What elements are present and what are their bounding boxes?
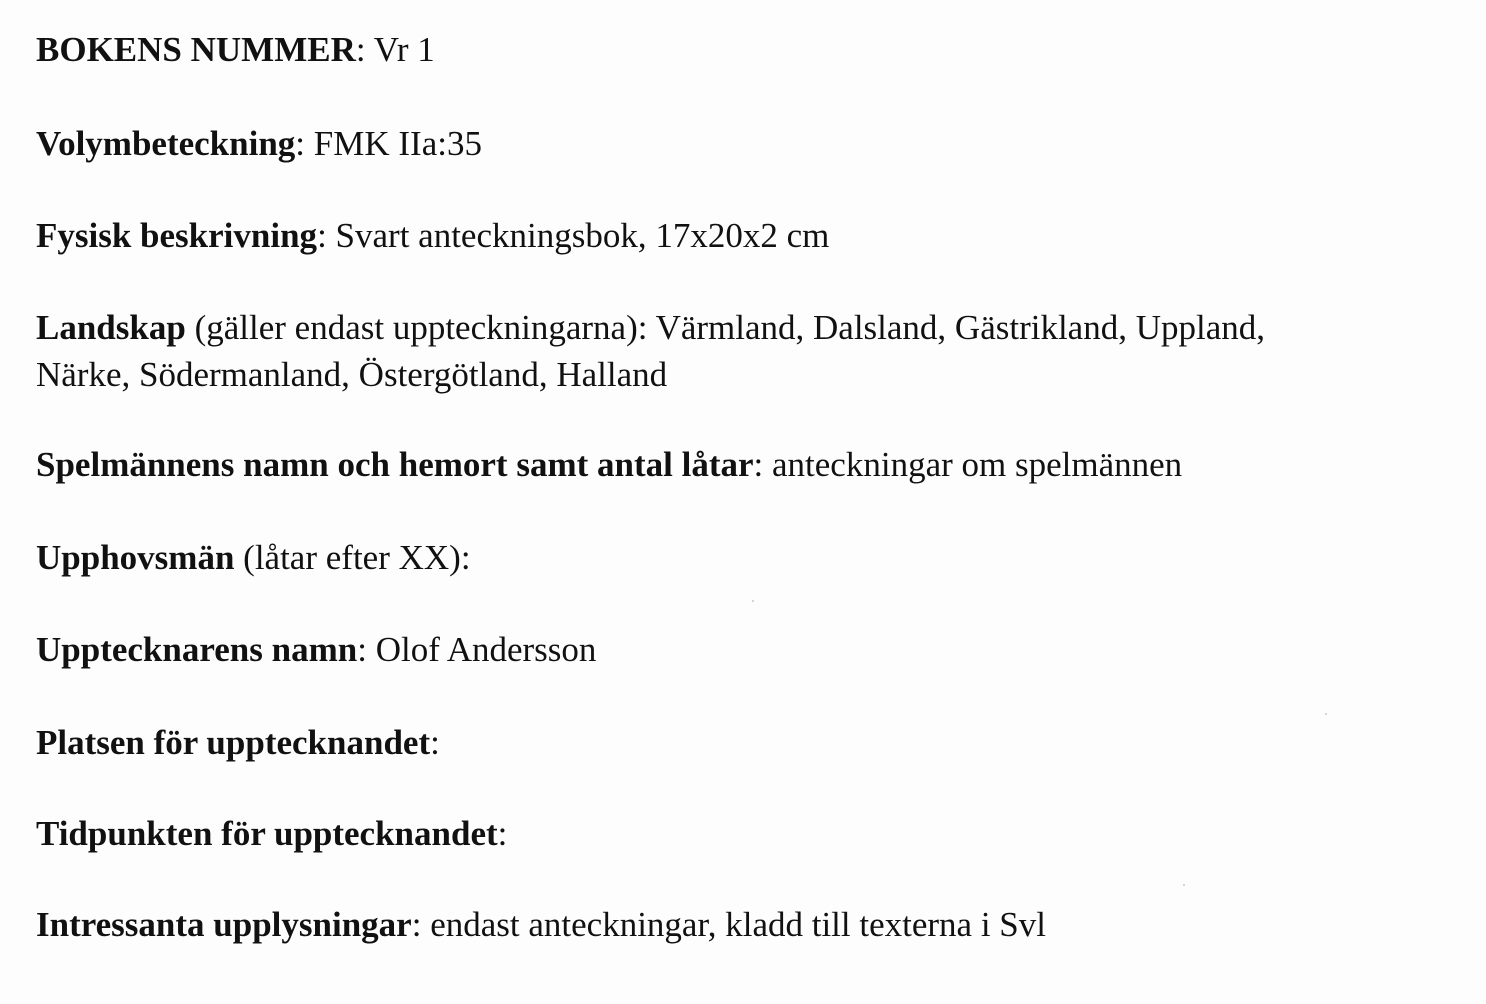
field-label: Volymbeteckning xyxy=(36,124,296,163)
field-label: Landskap xyxy=(36,308,186,347)
field-fysisk-beskrivning: Fysisk beskrivning: Svart anteckningsbok, 17x20x2 cm xyxy=(36,216,830,255)
field-upphovsman: Upphovsmän (låtar efter XX): xyxy=(36,538,471,577)
field-value: Värmland, Dalsland, Gästrikland, Uppland, xyxy=(655,308,1266,347)
field-value: anteckningar om spelmännen xyxy=(772,445,1183,484)
field-qualifier: (gäller endast uppteckningarna) xyxy=(194,308,638,347)
scan-speck xyxy=(752,600,754,602)
field-spelmannens-namn: Spelmännens namn och hemort samt antal låtar: anteckningar om spelmännen xyxy=(36,445,1183,484)
field-label: Upphovsmän xyxy=(36,538,235,577)
field-landskap-continued xyxy=(36,352,1456,398)
field-label: Upptecknarens namn xyxy=(36,630,358,669)
field-label: Platsen för upptecknandet xyxy=(36,723,431,762)
field-value: FMK IIa:35 xyxy=(313,124,482,163)
field-value: Olof Andersson xyxy=(375,630,597,669)
field-label: Intressanta upplysningar xyxy=(36,905,412,944)
field-label: Fysisk beskrivning xyxy=(36,216,318,255)
field-upptecknarens-namn: Upptecknarens namn: Olof Andersson xyxy=(36,630,597,669)
field-value: Vr 1 xyxy=(373,30,435,69)
field-platsen: Platsen för upptecknandet: xyxy=(36,723,440,762)
field-value: endast anteckningar, kladd till texterna i Svl xyxy=(430,905,1046,944)
scan-speck xyxy=(1325,713,1327,715)
scan-speck xyxy=(1183,884,1185,886)
field-value-line2: Närke, Södermanland, Östergötland, Halland xyxy=(36,355,668,394)
field-label: Tidpunkten för upptecknandet xyxy=(36,814,498,853)
field-volymbeteckning: Volymbeteckning: FMK IIa:35 xyxy=(36,124,482,163)
field-qualifier: (låtar efter XX) xyxy=(243,538,461,577)
field-label: Spelmännens namn och hemort samt antal låtar xyxy=(36,445,754,484)
field-bokens-nummer: BOKENS NUMMER: Vr 1 xyxy=(36,30,435,69)
field-tidpunkten: Tidpunkten för upptecknandet: xyxy=(36,814,508,853)
field-label: BOKENS NUMMER xyxy=(36,30,356,69)
field-intressanta-upplysningar: Intressanta upplysningar: endast anteckningar, kladd till texterna i Svl xyxy=(36,905,1046,944)
field-value: Svart anteckningsbok, 17x20x2 cm xyxy=(335,216,830,255)
field-landskap: Landskap (gäller endast uppteckningarna): Värmland, Dalsland, Gästrikland, Uppland, xyxy=(36,308,1266,347)
